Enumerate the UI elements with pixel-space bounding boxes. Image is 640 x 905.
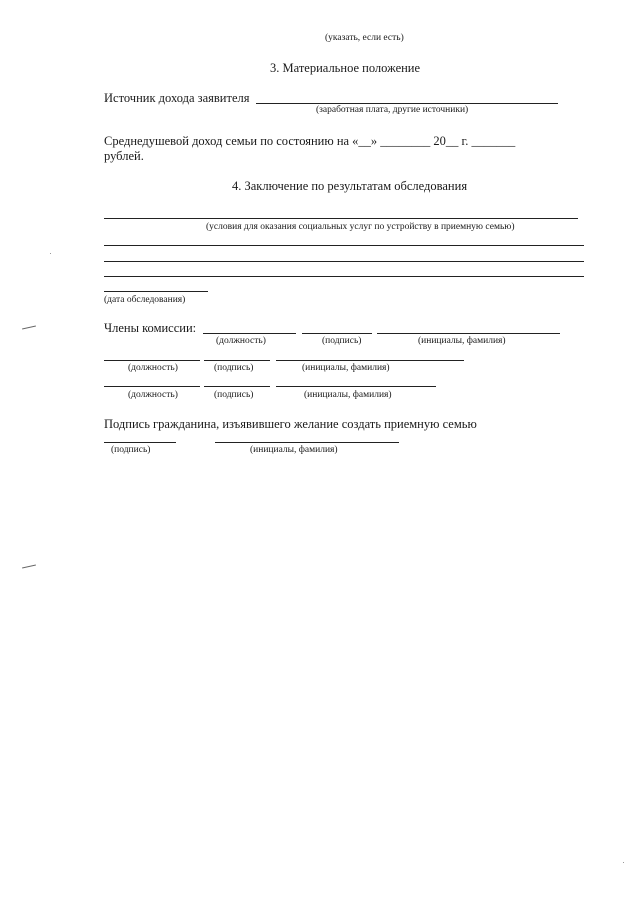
commission-row3-signature-line (204, 386, 270, 387)
citizen-signature-hint: (подпись) (111, 445, 151, 455)
avg-income-unit: рублей. (104, 149, 144, 163)
commission-row3-signature: (подпись) (214, 390, 254, 400)
income-source-line (256, 103, 558, 104)
commission-row2-signature-line (204, 360, 270, 361)
date-line (104, 291, 208, 292)
income-source-hint: (заработная плата, другие источники) (316, 105, 469, 115)
scan-mark (22, 326, 36, 330)
commission-row2-signature: (подпись) (214, 363, 254, 373)
commission-row1-signature-line (302, 333, 372, 334)
commission-row2-position-line (104, 360, 200, 361)
commission-row1-initials: (инициалы, фамилия) (418, 336, 506, 346)
scan-dot (623, 862, 624, 863)
commission-row2-position: (должность) (128, 363, 178, 373)
commission-row1-position: (должность) (216, 336, 266, 346)
commission-row1-signature: (подпись) (322, 336, 362, 346)
conditions-hint: (условия для оказания социальных услуг по устройству в приемную семью) (206, 222, 515, 232)
date-hint: (дата обследования) (104, 295, 186, 305)
conditions-line-4 (104, 276, 584, 277)
top-note: (указать, если есть) (325, 33, 404, 43)
commission-row1-position-line (203, 333, 296, 334)
commission-row3-position: (должность) (128, 390, 178, 400)
commission-label: Члены комиссии: (104, 321, 197, 335)
citizen-signature-line (104, 442, 176, 443)
commission-row1-initials-line (377, 333, 560, 334)
commission-row3-initials: (инициалы, фамилия) (304, 390, 392, 400)
citizen-label: Подпись гражданина, изъявившего желание создать приемную семью (104, 417, 477, 431)
income-source-label: Источник дохода заявителя (104, 91, 250, 105)
section3-heading: 3. Материальное положение (270, 61, 421, 75)
citizen-initials-hint: (инициалы, фамилия) (250, 445, 338, 455)
scan-dot (50, 253, 51, 254)
section4-heading: 4. Заключение по результатам обследования (232, 179, 468, 193)
conditions-line-2 (104, 245, 584, 246)
avg-income-line: Среднедушевой доход семьи по состоянию на «__» ________ 20__ г. _______ (104, 134, 516, 148)
commission-row2-initials-line (276, 360, 464, 361)
conditions-line-3 (104, 261, 584, 262)
commission-row3-position-line (104, 386, 200, 387)
scan-mark (22, 565, 36, 569)
conditions-line (104, 218, 578, 219)
commission-row3-initials-line (276, 386, 436, 387)
citizen-initials-line (215, 442, 399, 443)
commission-row2-initials: (инициалы, фамилия) (302, 363, 390, 373)
